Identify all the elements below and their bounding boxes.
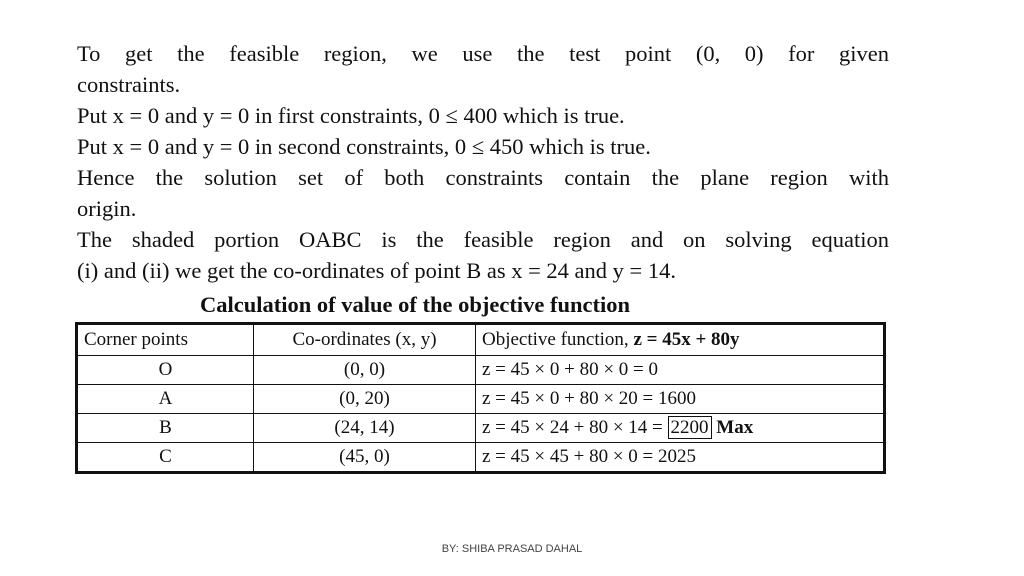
paragraph-feasible-region bbox=[77, 224, 889, 286]
paragraph-line: constraints. bbox=[77, 72, 181, 97]
paragraph-line: (i) and (ii) we get the co-ordinates of point B as x = 24 and y = 14. bbox=[77, 258, 676, 283]
paragraph-first-constraint bbox=[77, 100, 889, 131]
footer-author: BY: SHIBA PRASAD DAHAL bbox=[441, 543, 583, 555]
max-label: Max bbox=[711, 417, 754, 438]
paragraph-solution-set bbox=[77, 162, 889, 224]
objective-function-table bbox=[75, 322, 886, 474]
cell-objective-value: z = 45 × 45 + 80 × 0 = 2025 bbox=[476, 443, 885, 473]
cell-objective-value: z = 45 × 0 + 80 × 20 = 1600 bbox=[476, 385, 885, 414]
header-corner-points: Corner points bbox=[77, 324, 254, 356]
cell-objective-value-max bbox=[476, 414, 885, 443]
cell-objective-value: z = 45 × 0 + 80 × 0 = 0 bbox=[476, 356, 885, 385]
cell-corner-point: O bbox=[77, 356, 254, 385]
table-row bbox=[77, 414, 885, 443]
header-objective-formula: z = 45x + 80y bbox=[633, 329, 740, 350]
cell-corner-point: C bbox=[77, 443, 254, 473]
paragraph-line: Hence the solution set of both constraints contain the plane region with bbox=[77, 165, 889, 190]
cell-coordinates: (24, 14) bbox=[254, 414, 476, 443]
max-value-box: 2200 bbox=[668, 416, 712, 439]
paragraph-line: The shaded portion OABC is the feasible region and on solving equation bbox=[77, 227, 889, 252]
header-objective-function bbox=[476, 324, 885, 356]
cell-coordinates: (45, 0) bbox=[254, 443, 476, 473]
cell-coordinates: (0, 20) bbox=[254, 385, 476, 414]
paragraph-second-constraint bbox=[77, 131, 889, 162]
objective-expression: z = 45 × 24 + 80 × 14 = bbox=[482, 417, 668, 438]
paragraph-line: Put x = 0 and y = 0 in second constraints, 0 ≤ 450 which is true. bbox=[77, 134, 651, 159]
table-caption: Calculation of value of the objective function bbox=[200, 292, 630, 317]
paragraph-test-point bbox=[77, 38, 889, 100]
paragraph-line: To get the feasible region, we use the test point (0, 0) for given bbox=[77, 41, 889, 66]
table-header-row bbox=[77, 324, 885, 356]
cell-corner-point: A bbox=[77, 385, 254, 414]
table-row bbox=[77, 385, 885, 414]
table-row bbox=[77, 443, 885, 473]
header-coordinates: Co-ordinates (x, y) bbox=[254, 324, 476, 356]
cell-coordinates: (0, 0) bbox=[254, 356, 476, 385]
table-row bbox=[77, 356, 885, 385]
paragraph-line: Put x = 0 and y = 0 in first constraints, 0 ≤ 400 which is true. bbox=[77, 103, 625, 128]
cell-corner-point: B bbox=[77, 414, 254, 443]
header-objective-prefix: Objective function, bbox=[482, 329, 634, 350]
paragraph-line: origin. bbox=[77, 196, 137, 221]
